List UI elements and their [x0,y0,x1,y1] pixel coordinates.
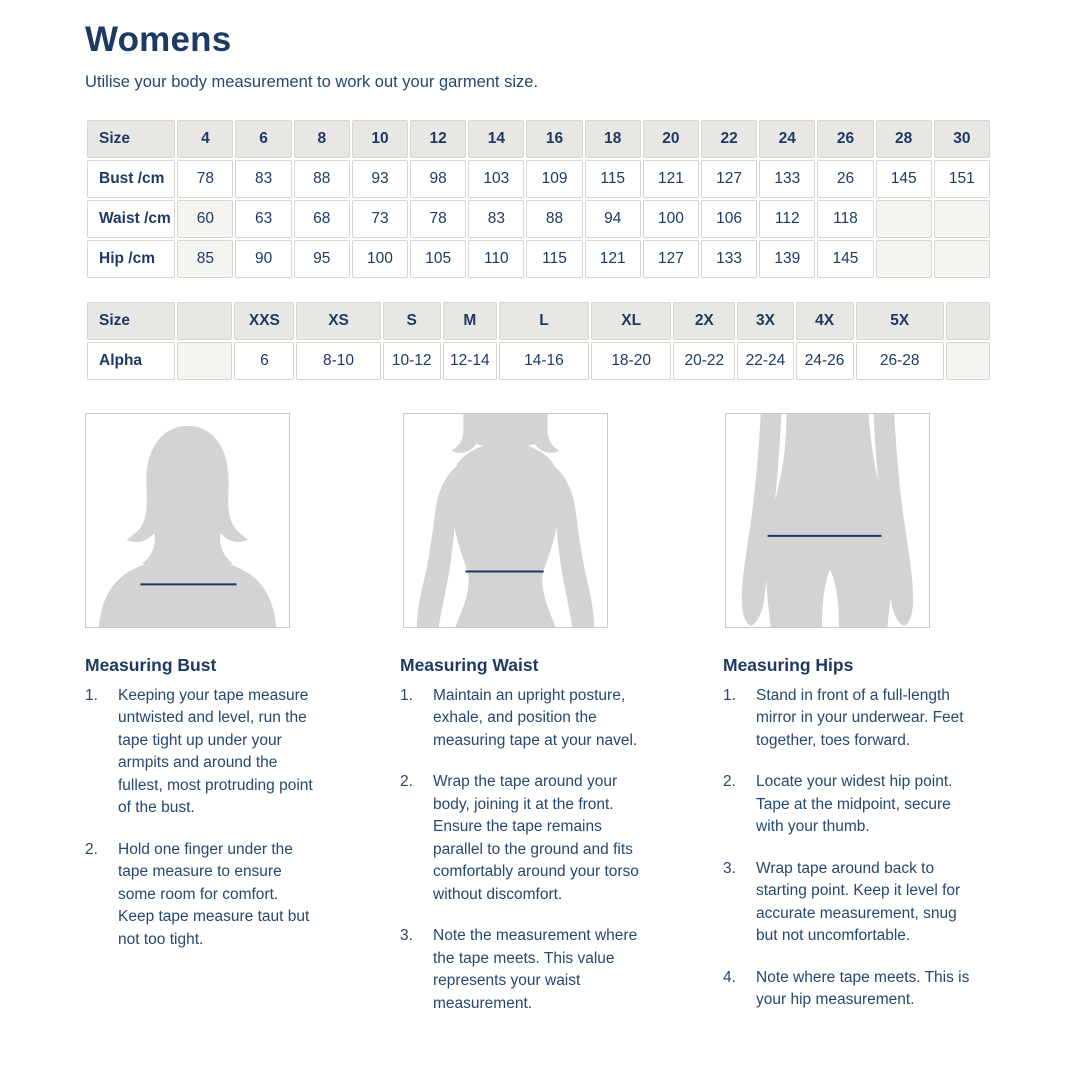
waist-figure-box [403,413,608,628]
measurement-cell: 106 [701,200,757,238]
measurement-cell: 151 [934,160,990,198]
instruction-step [85,839,400,952]
step-text: Maintain an upright posture, exhale, and position the measuring tape at your navel. [433,686,638,749]
size-column-header: 28 [876,120,932,158]
measurement-cell: 78 [410,200,466,238]
measurement-cell: 133 [701,240,757,278]
instruction-step [85,685,400,820]
measurement-cell: 145 [817,240,873,278]
instruction-step [400,925,715,1015]
measurement-cell: 110 [468,240,524,278]
measuring-instructions [85,655,992,1035]
size-column-header: 26 [817,120,873,158]
waist-figure-column [400,413,715,628]
measurement-cell: 127 [701,160,757,198]
measurement-cell: 68 [294,200,350,238]
size-column-header: 24 [759,120,815,158]
table-corner-header: Size [87,302,175,340]
size-column-header: S [383,302,441,340]
step-text: Stand in front of a full-length mirror in your underwear. Feet together, toes forward. [756,686,964,749]
row-label: Waist /cm [87,200,175,238]
size-column-header: XXS [234,302,294,340]
measurement-cell: 24-26 [796,342,854,380]
measurement-cell: 127 [643,240,699,278]
hips-figure-box [725,413,930,628]
size-column-header: 4 [177,120,233,158]
measurement-cell: 95 [294,240,350,278]
step-number: 1. [400,686,413,704]
waist-silhouette-icon [404,414,607,627]
bust-body-shape [99,546,276,627]
measurement-cell: 133 [759,160,815,198]
size-column-header [946,302,990,340]
measurement-cell [876,240,932,278]
step-number: 3. [723,859,736,877]
measurement-cell: 83 [235,160,291,198]
measurement-cell: 109 [526,160,582,198]
size-column-header: M [443,302,497,340]
step-text: Locate your widest hip point. Tape at the midpoint, secure with your thumb. [756,773,953,836]
waist-instruction-steps [400,685,715,1016]
measurement-cell: 93 [352,160,408,198]
measurement-cell: 112 [759,200,815,238]
size-column-header: 22 [701,120,757,158]
measurement-cell: 94 [585,200,641,238]
measurement-cell: 88 [526,200,582,238]
waist-torso-shape [450,442,560,627]
hips-instruction-steps [723,685,992,1012]
measurement-cell: 10-12 [383,342,441,380]
measurement-cell: 118 [817,200,873,238]
measurement-cell [876,200,932,238]
measurement-cell: 8-10 [296,342,380,380]
step-text: Keeping your tape measure untwisted and level, run the tape tight up under your armpits and around the fullest, most protruding point of the bust. [118,686,313,817]
measurement-cell: 60 [177,200,233,238]
step-number: 1. [85,686,98,704]
step-text: Note the measurement where the tape meets. This value represents your waist measurement. [433,927,638,1012]
section-measuring-hips [723,655,992,1035]
step-number: 4. [723,968,736,986]
size-column-header: 18 [585,120,641,158]
measurement-cell [946,342,990,380]
instruction-step [723,858,992,948]
measurement-cell: 121 [643,160,699,198]
measurement-figures [85,413,992,628]
page-subtitle: Utilise your body measurement to work out your garment size. [85,72,539,91]
size-column-header: 5X [856,302,944,340]
measurement-cell: 83 [468,200,524,238]
measurement-cell: 121 [585,240,641,278]
row-label: Hip /cm [87,240,175,278]
bust-figure-column [85,413,400,628]
size-column-header: L [499,302,589,340]
section-measuring-bust [85,655,400,1035]
bust-figure-box [85,413,290,628]
step-text: Wrap the tape around your body, joining it at the front. Ensure the tape remains parallel to the ground and fits comfortably around your torso without discomfort. [433,773,639,903]
measurement-cell: 100 [643,200,699,238]
size-column-header: 8 [294,120,350,158]
size-column-header [177,302,232,340]
instruction-step [723,685,992,753]
size-column-header: 20 [643,120,699,158]
table-corner-header: Size [87,120,175,158]
size-column-header: 14 [468,120,524,158]
step-text: Wrap tape around back to starting point. Keep it level for accurate measurement, snug but not uncomfortable. [756,859,961,945]
measurement-cell: 115 [526,240,582,278]
measurement-cell: 105 [410,240,466,278]
measurement-cell: 103 [468,160,524,198]
measurement-cell: 26-28 [856,342,944,380]
instruction-step [723,771,992,839]
size-column-header: 30 [934,120,990,158]
size-column-header: 12 [410,120,466,158]
waist-left-arm-shape [417,466,457,626]
instruction-step [400,685,715,753]
hips-silhouette-icon [726,414,929,627]
size-column-header: 2X [673,302,735,340]
measurement-cell: 20-22 [673,342,735,380]
step-number: 1. [723,686,736,704]
measurement-cell: 90 [235,240,291,278]
measurement-cell [934,200,990,238]
measurement-cell: 100 [352,240,408,278]
size-column-header: XL [591,302,671,340]
size-column-header: 3X [737,302,793,340]
size-column-header: 4X [796,302,854,340]
instruction-step [723,967,992,1012]
alpha-size-table [85,300,992,382]
hips-torso-legs-shape [766,414,893,627]
measurement-cell: 145 [876,160,932,198]
measurement-cell: 88 [294,160,350,198]
measurement-cell: 139 [759,240,815,278]
bust-silhouette-icon [86,414,289,627]
page-title: Womens [85,20,232,59]
size-column-header: 16 [526,120,582,158]
measurement-cell: 12-14 [443,342,497,380]
measurement-cell [177,342,232,380]
measurement-cell: 6 [234,342,294,380]
step-text: Note where tape meets. This is your hip measurement. [756,968,970,1009]
size-column-header: 6 [235,120,291,158]
size-column-header: 10 [352,120,408,158]
hips-figure-column [715,413,992,628]
step-number: 3. [400,927,413,945]
step-text: Hold one finger under the tape measure to ensure some room for comfort. Keep tape measure taut but not too tight. [118,840,310,948]
numeric-size-table [85,118,992,280]
instruction-step [400,771,715,906]
step-number: 2. [723,773,736,791]
measurement-cell: 14-16 [499,342,589,380]
measurement-cell: 85 [177,240,233,278]
measurement-cell: 115 [585,160,641,198]
bust-instruction-steps [85,685,400,952]
row-label: Bust /cm [87,160,175,198]
measurement-cell: 63 [235,200,291,238]
measurement-cell: 98 [410,160,466,198]
measurement-cell: 78 [177,160,233,198]
waist-right-arm-shape [555,466,595,626]
step-number: 2. [400,773,413,791]
row-label: Alpha [87,342,175,380]
measurement-cell: 73 [352,200,408,238]
hips-section-heading: Measuring Hips [723,654,854,675]
waist-section-heading: Measuring Waist [400,654,539,675]
size-column-header: XS [296,302,380,340]
section-measuring-waist [400,655,715,1035]
step-number: 2. [85,840,98,858]
measurement-cell: 26 [817,160,873,198]
measurement-cell [934,240,990,278]
bust-section-heading: Measuring Bust [85,654,217,675]
measurement-cell: 22-24 [737,342,793,380]
measurement-cell: 18-20 [591,342,671,380]
